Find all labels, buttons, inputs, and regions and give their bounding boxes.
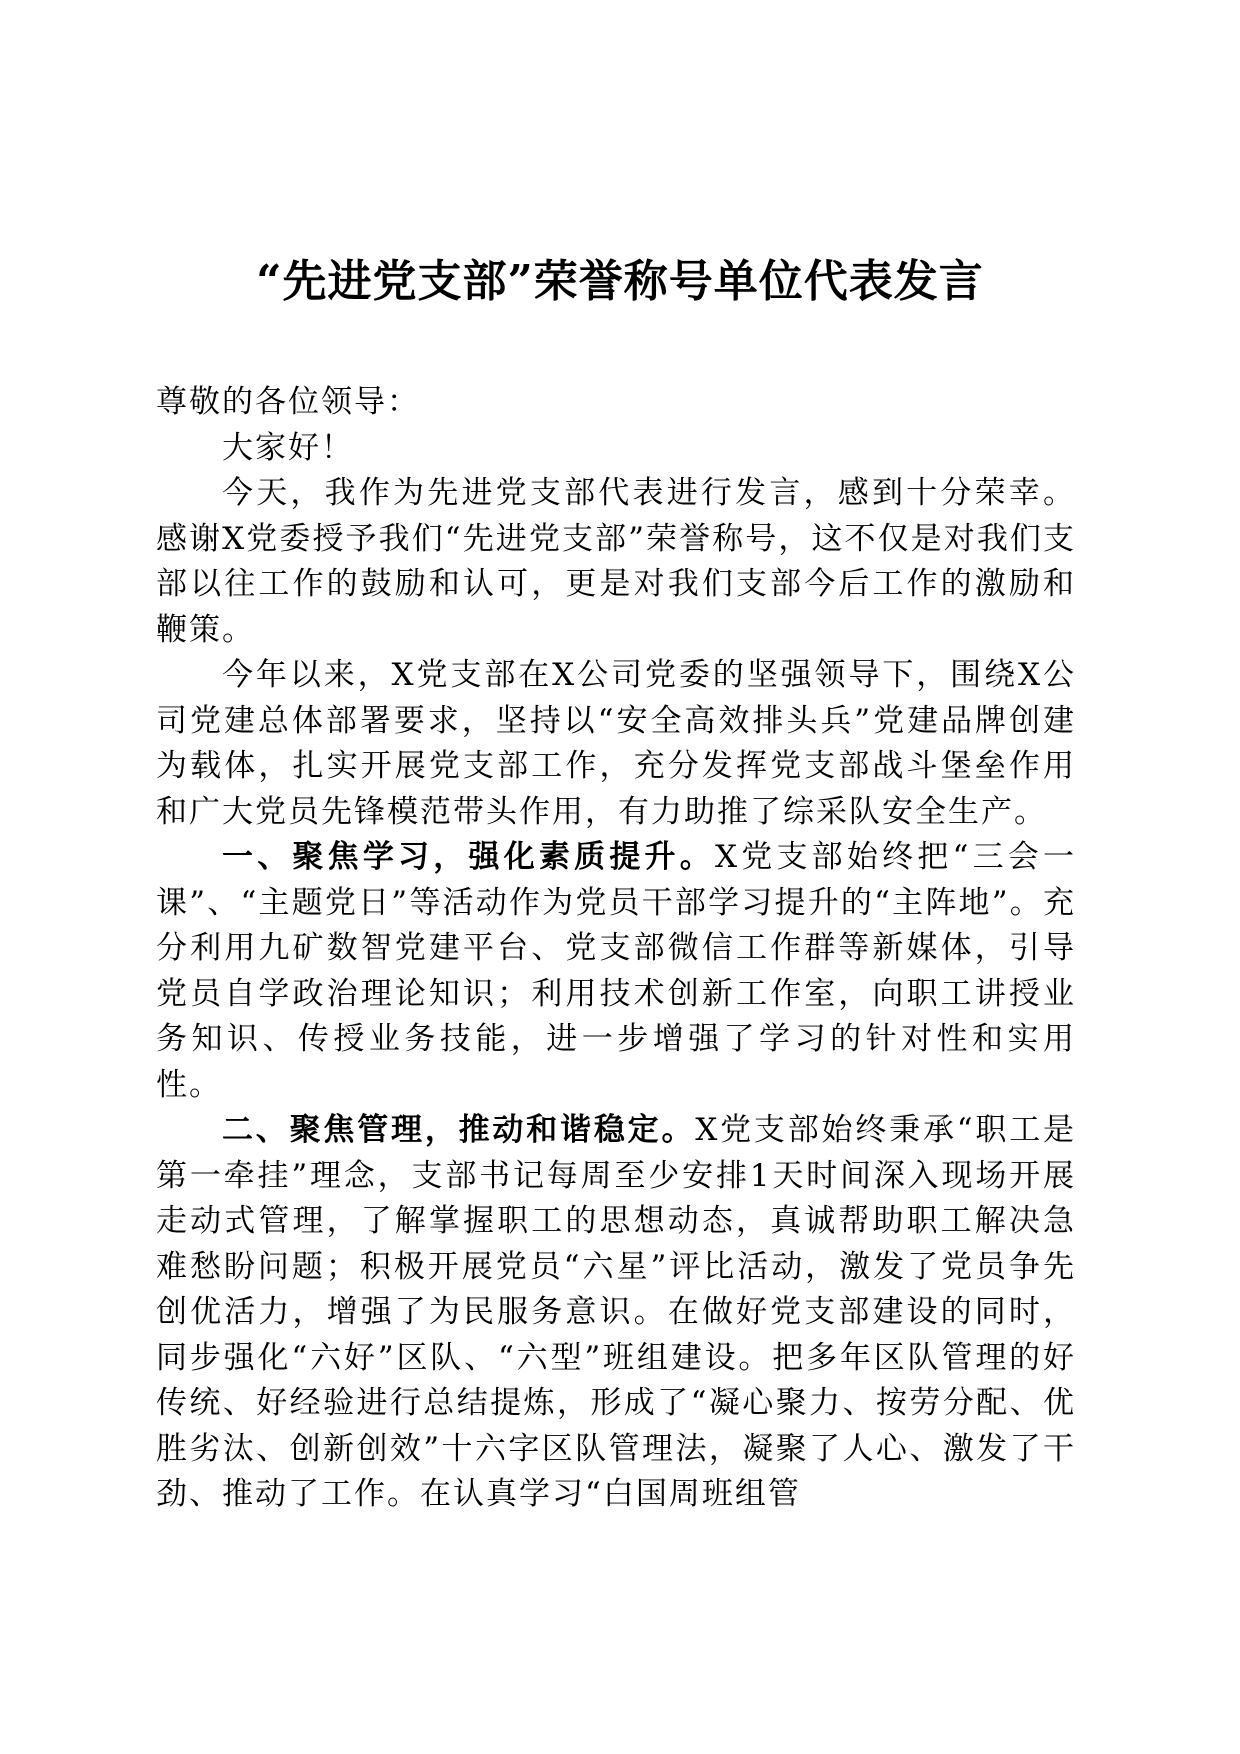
- section-heading: 二、聚焦管理，推动和谐稳定。: [222, 1112, 696, 1148]
- section-heading: 一、聚焦学习，强化素质提升。: [222, 839, 715, 875]
- salutation: 尊敬的各位领导：: [156, 384, 420, 420]
- section-text: X党支部始终秉承“职工是第一牵挂”理念，支部书记每周至少安排1天时间深入现场开展走动式管理，了解掌握职工的思想动态，真诚帮助职工解决急难愁盼问题；积极开展党员“六星”评比活动，激发了党员争先创优活力，增强了为民服务意识。在做好党支部建设的同时，同步强化“六好”区队、“六型”班组建设。把多年区队管理的好传统、好经验进行总结提炼，形成了“凝心聚力、按劳分配、优胜劣汰、创新创效”十六字区队管理法，凝聚了人心、激发了干劲、推动了工作。在认真学习“白国周班组管: [156, 1112, 1077, 1512]
- paragraph: 今年以来，X党支部在X公司党委的坚强领导下，围绕X公司党建总体部署要求，坚持以“安全高效排头兵”党建品牌创建为载体，扎实开展党支部工作，充分发挥党支部战斗堡垒作用和广大党员先锋模范带头作用，有力助推了综采队安全生产。: [156, 657, 1076, 830]
- document-title: “先进党支部”荣誉称号单位代表发言: [256, 256, 984, 307]
- greeting: 大家好！: [222, 429, 354, 466]
- paragraph: 今天，我作为先进党支部代表进行发言，感到十分荣幸。感谢X党委授予我们“先进党支部”荣誉称号，这不仅是对我们支部以往工作的鼓励和认可，更是对我们支部今后工作的激励和鞭策。: [156, 475, 1076, 648]
- section-text: X党支部始终把“三会一课”、“主题党日”等活动作为党员干部学习提升的“主阵地”。充分利用九矿数智党建平台、党支部微信工作群等新媒体，引导党员自学政治理论知识；利用技术创新工作室，向职工讲授业务知识、传授业务技能，进一步增强了学习的针对性和实用性。: [156, 839, 1077, 1103]
- section-paragraph: [156, 835, 1076, 1108]
- section-paragraph: [156, 1108, 1076, 1518]
- document-body: [156, 380, 1076, 1518]
